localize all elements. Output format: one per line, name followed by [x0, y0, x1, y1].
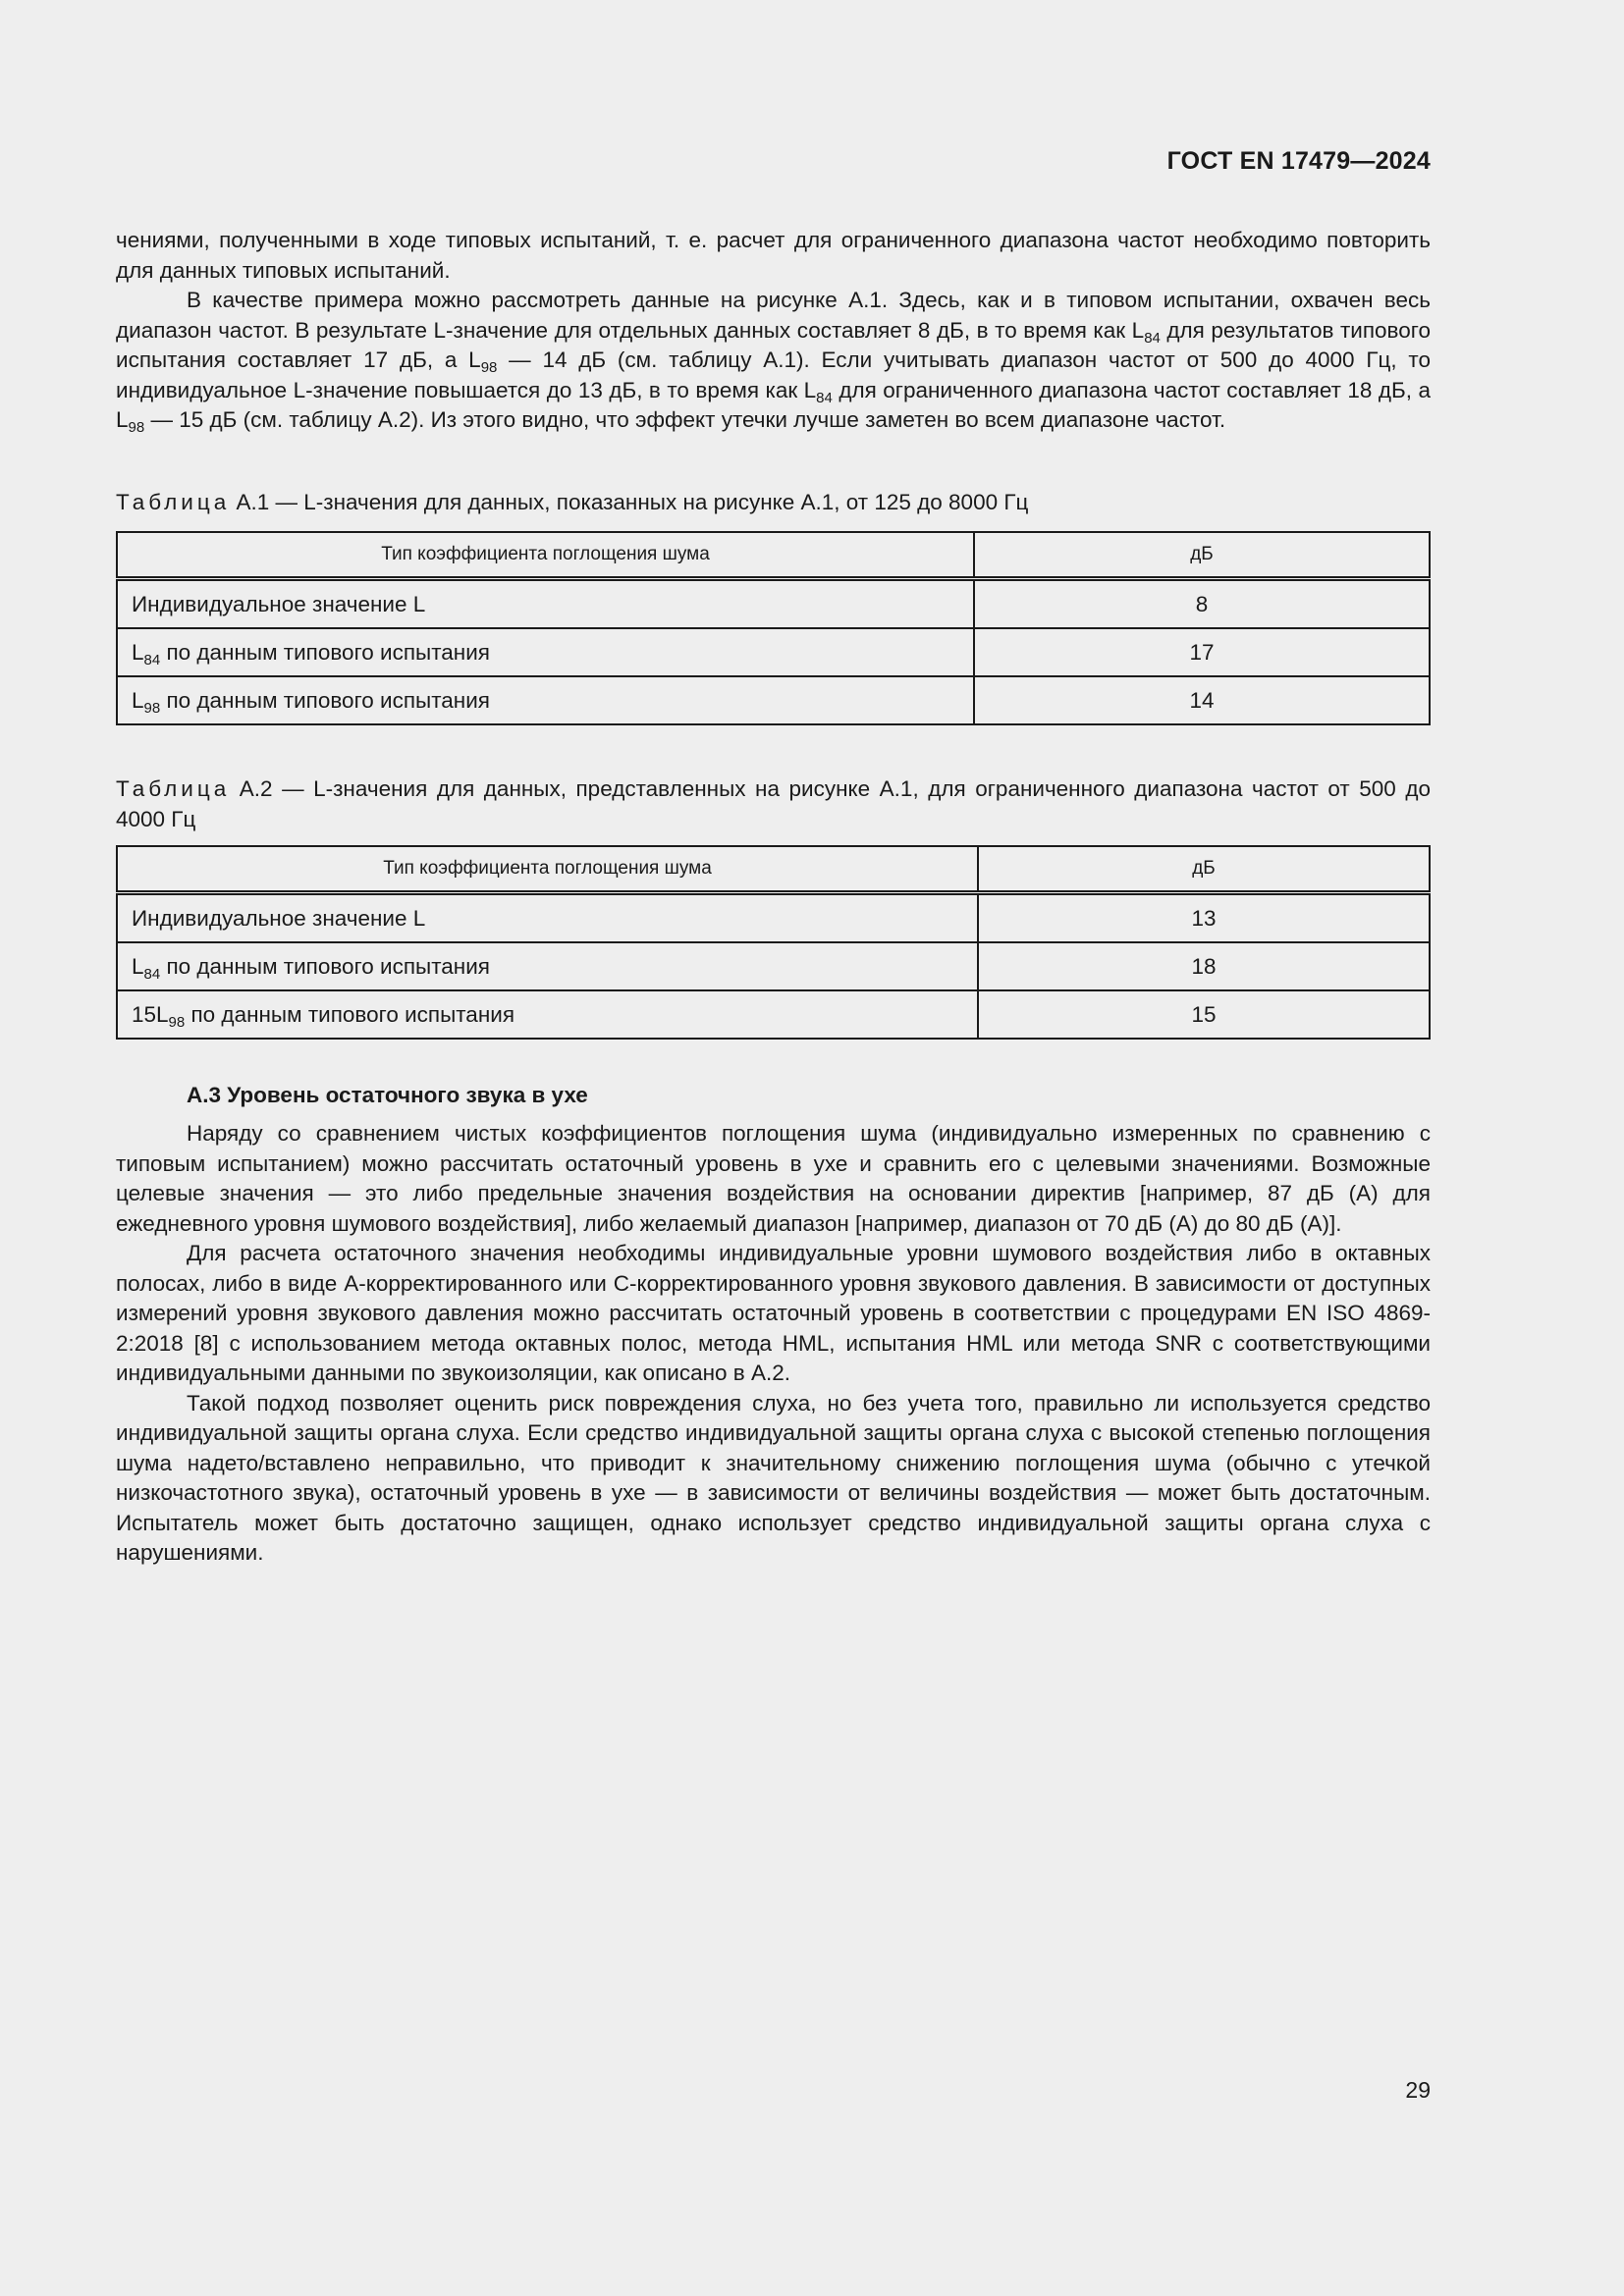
- table-row: [117, 990, 1430, 1039]
- table2-r3-label: $15L_{98}$ по данным типового испытания: [117, 990, 978, 1039]
- section-text: [116, 1119, 1431, 1569]
- table2-col-type: Тип коэффициента поглощения шума: [117, 846, 978, 893]
- table2-r3-value: 15: [978, 990, 1430, 1039]
- table1-r2-label: $L_{84}$ по данным типового испытания: [117, 628, 974, 676]
- intro-text: [116, 226, 1431, 436]
- document-header: ГОСТ EN 17479—2024: [1166, 147, 1431, 175]
- table-row: [117, 676, 1430, 724]
- table-row: [117, 579, 1430, 629]
- table1-label: Таблица: [116, 490, 231, 514]
- section-paragraph-2: Для расчета остаточного значения необходимы индивидуальные уровни шумового воздействия либо в октавных полосах, либо в виде А-корректированного или С-корректированного уровня звукового давления. В зависимости от доступных измерений уровня звукового давления можно рассчитать остаточный уровень в соответствии с процедурами EN ISO 4869-2:2018 [8] с использованием метода октавных полос, метода HML, испытания HML или метода SNR с соответствующими индивидуальными данными по звукоизоляции, как описано в А.2.: [116, 1241, 1431, 1385]
- section-heading: А.3 Уровень остаточного звука в ухе: [187, 1083, 588, 1107]
- table1-r1-label: Индивидуальное значение L: [117, 579, 974, 629]
- table1-header-row: [117, 532, 1430, 579]
- section-paragraph-1: Наряду со сравнением чистых коэффициентов поглощения шума (индивидуально измеренных по сравнению с типовым испытанием) можно рассчитать остаточный уровень в ухе и сравнить его с целевыми значениями. Возможные целевые значения — это либо предельные значения воздействия на основании директив [например, 87 дБ (А) для ежедневного уровня шумового воздействия], либо желаемый диапазон [например, диапазон от 70 дБ (А) до 80 дБ (А)].: [116, 1121, 1431, 1236]
- table2-r2-label: $L_{84}$ по данным типового испытания: [117, 942, 978, 990]
- intro-paragraph-2: В качестве примера можно рассмотреть данные на рисунке А.1. Здесь, как и в типовом испытании, охвачен весь диапазон частот. В результате L-значение для отдельных данных составляет 8 дБ, в то время как $L_{84}$ для результатов типового испытания составляет 17 дБ, а $L_{98}$ — 14 дБ (см. таблицу А.1). Если учитывать диапазон частот от 500 до 4000 Гц, то индивидуальное L-значение повышается до 13 дБ, в то время как $L_{84}$ для ограниченного диапазона частот составляет 18 дБ, а $L_{98}$ — 15 дБ (см. таблицу А.2). Из этого видно, что эффект утечки лучше заметен во всем диапазоне частот.: [116, 288, 1431, 436]
- table2-caption: Таблица А.2 — L-значения для данных, представленных на рисунке А.1, для ограниченного диапазона частот от 500 до 4000 Гц: [116, 776, 1431, 831]
- table-row: [117, 628, 1430, 676]
- section-paragraph-3: Такой подход позволяет оценить риск повреждения слуха, но без учета того, правильно ли используется средство индивидуальной защиты органа слуха. Если средство индивидуальной защиты органа слуха с высокой степенью поглощения шума надето/вставлено неправильно, что приводит к значительному снижению поглощения шума (обычно с утечкой низкочастотного звука), остаточный уровень в ухе — в зависимости от величины воздействия — может быть достаточным. Испытатель может быть достаточно защищен, однако использует средство индивидуальной защиты органа слуха с нарушениями.: [116, 1390, 1431, 1565]
- table1: [116, 531, 1431, 725]
- table2-col-db: дБ: [978, 846, 1430, 893]
- table2: [116, 845, 1431, 1040]
- table1-col-type: Тип коэффициента поглощения шума: [117, 532, 974, 579]
- table-row: [117, 893, 1430, 943]
- table1-col-db: дБ: [974, 532, 1430, 579]
- table2-r2-value: 18: [978, 942, 1430, 990]
- table1-r2-value: 17: [974, 628, 1430, 676]
- table2-r1-label: Индивидуальное значение L: [117, 893, 978, 943]
- intro-paragraph-1: чениями, полученными в ходе типовых испытаний, т. е. расчет для ограниченного диапазона частот необходимо повторить для данных типовых испытаний.: [116, 228, 1431, 283]
- table-row: [117, 942, 1430, 990]
- page-number: 29: [1405, 2077, 1431, 2103]
- table2-r1-value: 13: [978, 893, 1430, 943]
- table1-r3-value: 14: [974, 676, 1430, 724]
- table2-header-row: [117, 846, 1430, 893]
- table1-caption: Таблица А.1 — L-значения для данных, показанных на рисунке А.1, от 125 до 8000 Гц: [116, 490, 1029, 514]
- table2-label: Таблица: [116, 776, 231, 801]
- table1-r1-value: 8: [974, 579, 1430, 629]
- table1-r3-label: $L_{98}$ по данным типового испытания: [117, 676, 974, 724]
